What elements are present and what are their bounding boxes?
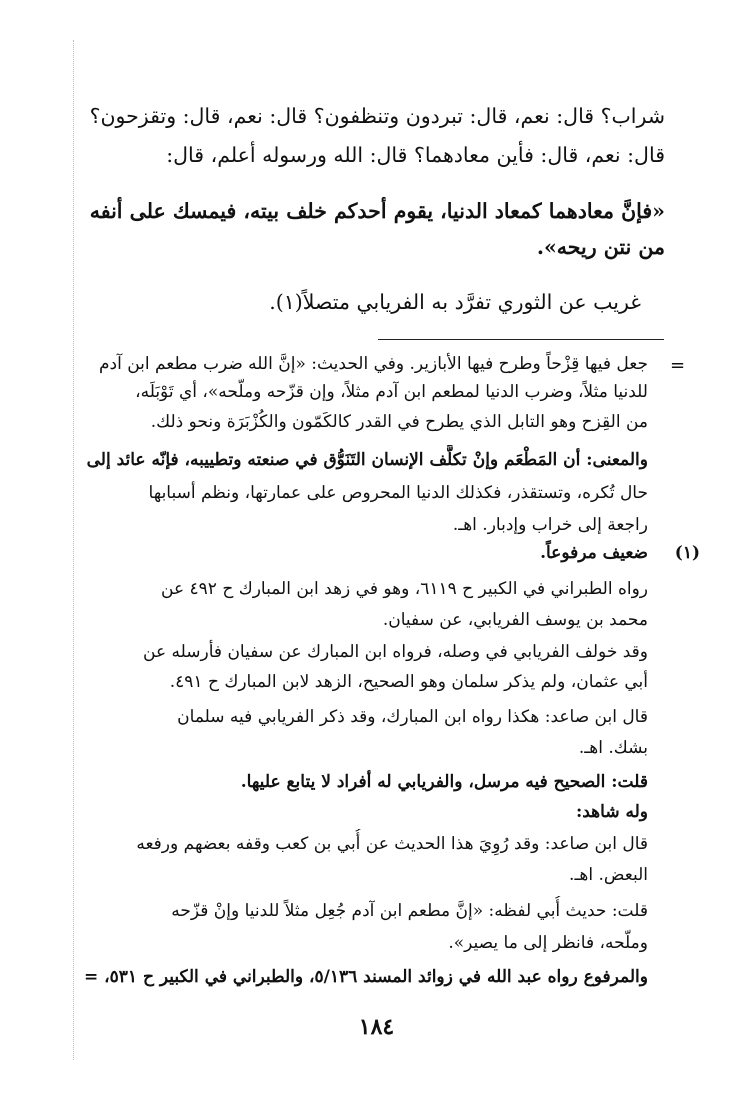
footnote-line: أبي عثمان، ولم يذكر سلمان وهو الصحيح، الزهد لابن المبارك ح ٤٩١. xyxy=(169,672,648,692)
footnote-line: البعض. اهـ. xyxy=(569,865,648,885)
footnote-line: جعل فيها قِزْحاً وطرح فيها الأبازير. وفي الحديث: «إنَّ الله ضرب مطعم ابن آدم xyxy=(98,354,648,374)
footnote-marker: (١) xyxy=(674,543,700,563)
footnote-line: وله شاهد: xyxy=(575,802,648,822)
main-line: شراب؟ قال: نعم، قال: تبردون وتنظفون؟ قال: نعم، قال: وتقزحون؟ xyxy=(89,104,665,128)
footnote-line: بشك. اهـ. xyxy=(578,738,648,758)
hadith-quote-line: من نتن ريحه». xyxy=(536,235,665,259)
footnote-line: راجعة إلى خراب وإدبار. اهـ. xyxy=(452,515,648,535)
footnote-grading: ضعيف مرفوعاً. xyxy=(540,543,648,563)
footnote-line: قلت: حديث أُبي لفظه: «إنَّ مطعم ابن آدم جُعِل مثلاً للدنيا وإنْ قزّحه xyxy=(171,901,648,921)
footnote-line: رواه الطبراني في الكبير ح ٦١١٩، وهو في زهد ابن المبارك ح ٤٩٢ عن xyxy=(161,579,648,599)
footnote-line: وملّحه، فانظر إلى ما يصير». xyxy=(448,933,648,953)
main-line: قال: نعم، قال: فأين معادهما؟ قال: الله ورسوله أعلم، قال: xyxy=(166,143,665,167)
grading-line: غريب عن الثوري تفرَّد به الفريابي متصلاً(١). xyxy=(269,290,641,314)
hadith-quote-line: «فإنَّ معادهما كمعاد الدنيا، يقوم أحدكم خلف بيته، فيمسك على أنفه xyxy=(89,199,665,223)
footnote-line: وقد خولف الفريابي في وصله، فرواه ابن المبارك عن سفيان فأرسله عن xyxy=(143,642,648,662)
page-number: ١٨٤ xyxy=(358,1014,395,1040)
footnote-line: من القِزح وهو التابل الذي يطرح في القدر كالكَمّون والكُزْبَرَة ونحو ذلك. xyxy=(150,412,648,432)
footnote-line: للدنيا مثلاً، وضرب الدنيا لمطعم ابن آدم مثلاً، وإن قزّحه وملّحه»، أي تَوْبَلَه، xyxy=(135,382,648,402)
footnote-line: قال ابن صاعد: هكذا رواه ابن المبارك، وقد ذكر الفريابي فيه سلمان xyxy=(177,707,648,727)
footnote-line: قلت: الصحيح فيه مرسل، والفريابي له أفراد لا يتابع عليها. xyxy=(240,772,648,792)
continuation-mark-top: = xyxy=(670,355,686,376)
footnote-line: حال تُكره، وتستقذر، فكذلك الدنيا المحروص على عمارتها، ونظم أسبابها xyxy=(148,483,648,503)
footnote-line: والمرفوع رواه عبد الله في زوائد المسند ٥/١٣٦، والطبراني في الكبير ح ٥٣١، = xyxy=(83,967,648,987)
footnote-separator xyxy=(378,339,664,340)
footnote-line: محمد بن يوسف الفريابي، عن سفيان. xyxy=(382,610,648,630)
footnote-line: قال ابن صاعد: وقد رُوِيَ هذا الحديث عن أُبي بن كعب وقفه بعضهم ورفعه xyxy=(136,834,648,854)
footnote-line: والمعنى: أن المَطْعَم وإنْ تكلَّف الإنسان التَنَوُّق في صنعته وتطييبه، فإنّه عائد إلى xyxy=(86,450,648,470)
